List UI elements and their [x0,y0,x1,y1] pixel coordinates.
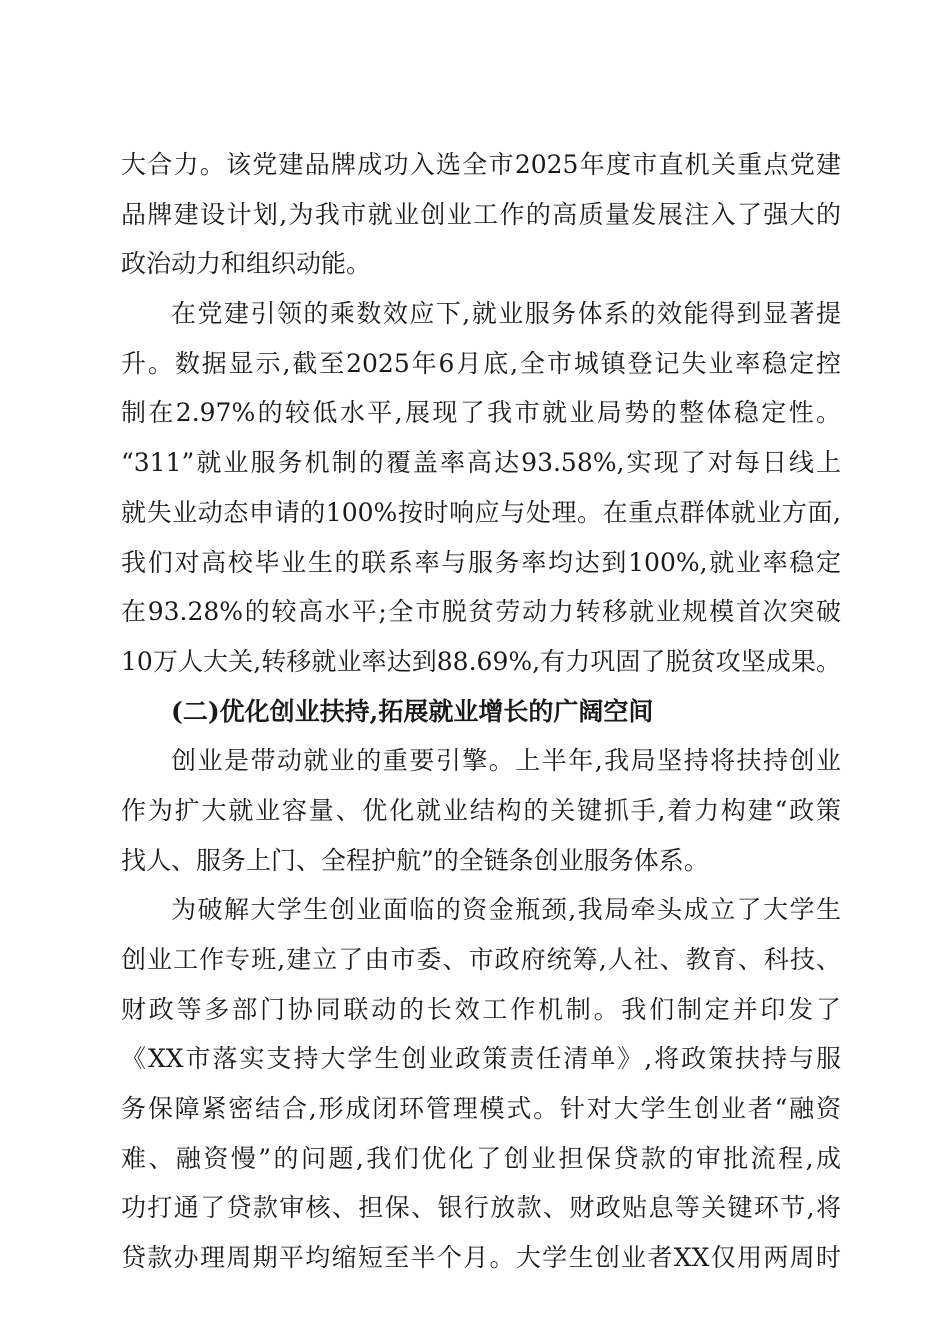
body-line: 找人、服务上门、全程护航”的全链条创业服务体系。 [121,845,709,875]
body-line: 在党建引领的乘数效应下,就业服务体系的效能得到显著提 [171,299,841,329]
body-line: 贷款办理周期平均缩短至半个月。大学生创业者XX仅用两周时 [121,1243,841,1273]
body-line: 在93.28%的较高水平;全市脱贫劳动力转移就业规模首次突破 [121,597,841,627]
body-line: 品牌建设计划,为我市就业创业工作的高质量发展注入了强大的 [121,199,841,229]
body-line: 制在2.97%的较低水平,展现了我市就业局势的整体稳定性。 [121,398,841,428]
body-line: 创业工作专班,建立了由市委、市政府统筹,人社、教育、科技、 [121,945,841,974]
body-line: 《XX市落实支持大学生创业政策责任清单》,将政策扶持与服 [121,1044,841,1074]
body-line: 大合力。该党建品牌成功入选全市2025年度市直机关重点党建 [121,150,841,179]
body-line: 财政等多部门协同联动的长效工作机制。我们制定并印发了 [121,994,841,1024]
document-body [121,140,841,1283]
body-line: 政治动力和组织动能。 [121,249,372,279]
body-line: 我们对高校毕业生的联系率与服务率均达到100%,就业率稳定 [121,547,841,577]
body-line: 创业是带动就业的重要引擎。上半年,我局坚持将扶持创业 [171,746,841,776]
body-line: 就失业动态申请的100%按时响应与处理。在重点群体就业方面, [121,497,841,527]
body-line: “311”就业服务机制的覆盖率高达93.58%,实现了对每日线上 [121,448,841,478]
body-line: 升。数据显示,截至2025年6月底,全市城镇登记失业率稳定控 [121,348,841,378]
body-line: 10万人大关,转移就业率达到88.69%,有力巩固了脱贫攻坚成果。 [121,646,841,676]
body-line: 难、融资慢”的问题,我们优化了创业担保贷款的审批流程,成 [121,1143,841,1173]
section-heading: (二)优化创业扶持,拓展就业增长的广阔空间 [171,696,654,726]
body-line: 作为扩大就业容量、优化就业结构的关键抓手,着力构建“政策 [121,795,841,825]
body-line: 为破解大学生创业面临的资金瓶颈,我局牵头成立了大学生 [171,895,841,925]
body-line: 务保障紧密结合,形成闭环管理模式。针对大学生创业者“融资 [121,1094,841,1124]
body-line: 功打通了贷款审核、担保、银行放款、财政贴息等关键环节,将 [121,1193,841,1223]
